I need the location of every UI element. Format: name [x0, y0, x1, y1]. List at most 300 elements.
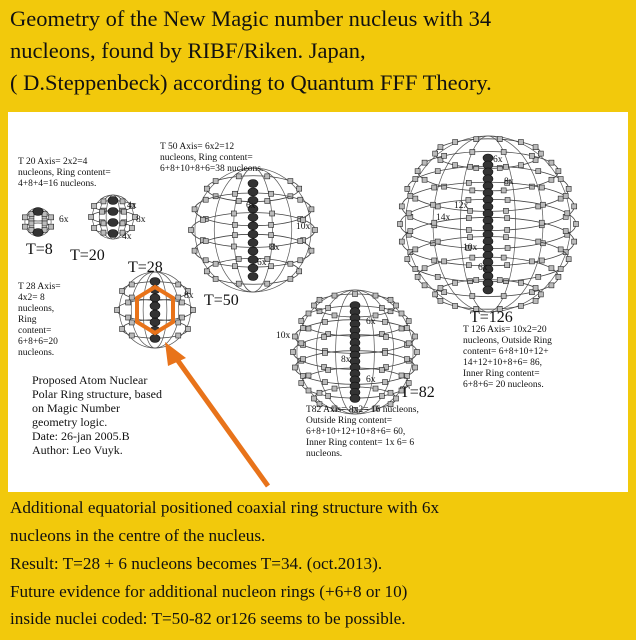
t82-nucleon: [394, 396, 399, 401]
t126-nucleon: [539, 185, 544, 190]
mult-label: 14x: [436, 213, 451, 223]
t82-nucleon: [299, 341, 304, 346]
t126-nucleon: [435, 239, 440, 244]
t126-nucleon: [470, 294, 475, 299]
t28-nucleon: [120, 289, 125, 294]
mult-label: 6x: [493, 155, 503, 165]
mult-label: 6x: [366, 317, 376, 327]
t82-nucleon: [306, 373, 311, 378]
t82-caption-line: nucleons.: [306, 449, 343, 459]
t82-nucleon: [292, 365, 297, 370]
t82-nucleon: [332, 293, 337, 298]
t82-nucleon: [332, 313, 337, 318]
t50-nucleon: [288, 179, 293, 184]
t126-nucleon: [474, 277, 479, 282]
t28-nucleon: [176, 333, 181, 338]
t126-nucleon: [399, 239, 404, 244]
t126-nucleon: [422, 283, 427, 288]
t50-nucleon: [288, 276, 293, 281]
t126-nucleon: [408, 193, 413, 198]
t20-caption-line: nucleons, Ring content=: [18, 168, 111, 178]
t20-nucleon: [120, 199, 125, 204]
footer-line-2: nucleons in the centre of the nucleus.: [10, 526, 266, 545]
t126-nucleon: [505, 246, 510, 251]
t20-nucleon: [89, 215, 94, 220]
t126-nucleon: [466, 227, 471, 232]
t82-axis-nucleon: [350, 395, 360, 403]
t82-nucleon: [326, 367, 331, 372]
mult-label: 6x: [246, 201, 256, 211]
t126-nucleon: [466, 180, 471, 185]
t126-nucleon: [432, 185, 437, 190]
t126-nucleon: [422, 266, 427, 271]
t126-nucleon: [549, 266, 554, 271]
t20-nucleon: [120, 221, 125, 226]
t126-caption-line: Inner Ring content=: [463, 369, 540, 379]
t126-nucleon: [533, 285, 538, 290]
t28-nucleon: [129, 320, 134, 325]
t28-caption-line: 6+8+6=20: [18, 337, 58, 347]
t126-nucleon: [405, 257, 410, 262]
t82-nucleon: [322, 334, 327, 339]
t28-axis-nucleon: [150, 335, 160, 343]
t126-nucleon: [413, 247, 418, 252]
footer-line-4: Future evidence for additional nucleon rings (+6+8 or 10): [10, 582, 408, 601]
t50-nucleon: [298, 239, 303, 244]
header-line-1: Geometry of the New Magic number nucleus with 34: [10, 6, 492, 31]
t82-nucleon: [404, 357, 409, 362]
t126-nucleon: [408, 229, 413, 234]
t126-nucleon: [536, 239, 541, 244]
t28-caption-line: content=: [18, 326, 52, 336]
t82-nucleon: [404, 326, 409, 331]
t126-nucleon: [540, 202, 545, 207]
t82-nucleon: [394, 303, 399, 308]
t8-nucleon: [49, 224, 54, 229]
t126-nucleon: [529, 153, 534, 158]
t82-nucleon: [415, 350, 420, 355]
t126-nucleon: [497, 137, 502, 142]
t126-nucleon: [442, 153, 447, 158]
t126-nucleon: [453, 303, 458, 308]
t126-nucleon: [453, 163, 458, 168]
t28-nucleon: [129, 333, 134, 338]
t50-nucleon: [269, 191, 274, 196]
t82-nucleon: [383, 350, 388, 355]
t50-nucleon: [236, 257, 241, 262]
mult-label: 8x: [341, 355, 351, 365]
t126-nucleon: [565, 211, 570, 216]
t126-nucleon: [518, 163, 523, 168]
t82-nucleon: [326, 305, 331, 310]
t8-nucleon: [22, 215, 27, 220]
t82-nucleon: [322, 319, 327, 324]
t126-nucleon: [558, 177, 563, 182]
t126-nucleon: [435, 204, 440, 209]
t20-axis-nucleon: [108, 230, 118, 238]
t126-nucleon: [503, 235, 508, 240]
t82-caption-line: 6+8+10+12+10+8+6= 60,: [306, 427, 406, 437]
t50-nucleon: [297, 269, 302, 274]
t126-nucleon: [474, 137, 479, 142]
t82-nucleon: [379, 367, 384, 372]
t126-nucleon: [574, 222, 579, 227]
t126-nucleon: [505, 216, 510, 221]
t126-caption-line: content= 6+8+10+12+: [463, 347, 549, 357]
label-t8: T=8: [26, 241, 53, 258]
t50-nucleon: [192, 207, 197, 212]
t126-nucleon: [549, 177, 554, 182]
t82-nucleon: [317, 390, 322, 395]
t126-nucleon: [468, 208, 473, 213]
t126-nucleon: [572, 204, 577, 209]
t50-nucleon: [265, 281, 270, 286]
t126-nucleon: [453, 280, 458, 285]
t82-nucleon: [301, 357, 306, 362]
t28-axis-nucleon: [150, 310, 160, 318]
t50-nucleon: [236, 174, 241, 179]
t50-nucleon: [189, 228, 194, 233]
mult-label: 8x: [184, 291, 194, 301]
t126-nucleon: [422, 160, 427, 165]
t50-nucleon: [200, 217, 205, 222]
t50-nucleon: [288, 261, 293, 266]
t8-nucleon: [42, 221, 47, 226]
highlight-arrow-shaft: [176, 358, 268, 486]
mult-label: 8x: [504, 177, 514, 187]
t126-nucleon: [505, 263, 510, 268]
t126-nucleon: [536, 204, 541, 209]
t50-nucleon: [203, 239, 208, 244]
t126-nucleon: [518, 140, 523, 145]
t126-nucleon: [558, 266, 563, 271]
t50-axis-nucleon: [248, 239, 258, 247]
t20-nucleon: [100, 209, 105, 214]
t126-nucleon: [435, 169, 440, 174]
t20-axis-nucleon: [108, 219, 118, 227]
t28-caption-line: 4x2= 8: [18, 293, 45, 303]
t50-nucleon: [270, 211, 275, 216]
t8-axis-nucleon: [33, 229, 43, 237]
t126-nucleon: [413, 266, 418, 271]
mult-label: 6x: [478, 263, 488, 273]
t126-caption-line: nucleons, Outside Ring: [463, 336, 552, 346]
t82-nucleon: [373, 386, 378, 391]
t126-nucleon: [536, 274, 541, 279]
nucleus-diagram: [8, 112, 628, 492]
diagram-panel: [8, 112, 628, 492]
mult-label: 10x: [463, 243, 478, 253]
t126-nucleon: [538, 151, 543, 156]
t50-caption-line: T 50 Axis= 6x2=12: [160, 142, 235, 152]
t50-nucleon: [232, 191, 237, 196]
t28-nucleon: [191, 308, 196, 313]
t20-caption-line: T 20 Axis= 2x2=4: [18, 157, 88, 167]
t50-nucleon: [297, 186, 302, 191]
mult-label: 4x: [122, 232, 132, 242]
t126-nucleon: [405, 186, 410, 191]
t126-nucleon: [549, 283, 554, 288]
t126-nucleon: [518, 303, 523, 308]
proposal-line: Date: 26-jan 2005.B: [32, 429, 130, 443]
mult-label: 12x: [454, 201, 469, 211]
t50-axis-nucleon: [248, 188, 258, 196]
t126-nucleon: [415, 274, 420, 279]
t82-nucleon: [301, 326, 306, 331]
t28-caption-line: Ring: [18, 315, 37, 325]
t82-nucleon: [322, 380, 327, 385]
t126-nucleon: [442, 184, 447, 189]
t126-nucleon: [432, 258, 437, 263]
t50-nucleon: [298, 258, 303, 263]
header-caption: [0, 0, 636, 112]
t20-nucleon: [130, 226, 135, 231]
t126-nucleon: [438, 285, 443, 290]
mult-label: 8x: [136, 215, 146, 225]
t50-nucleon: [232, 233, 237, 238]
t50-nucleon: [203, 258, 208, 263]
t82-nucleon: [413, 334, 418, 339]
t82-nucleon: [311, 396, 316, 401]
t82-nucleon: [353, 292, 358, 297]
t126-nucleon: [529, 184, 534, 189]
t28-caption-line: nucleons.: [18, 348, 55, 358]
t126-nucleon: [497, 277, 502, 282]
t8-nucleon: [29, 221, 34, 226]
t126-nucleon: [413, 177, 418, 182]
t126-nucleon: [501, 294, 506, 299]
t82-nucleon: [326, 394, 331, 399]
t126-nucleon: [468, 279, 473, 284]
t126-nucleon: [556, 169, 561, 174]
t126-nucleon: [563, 250, 568, 255]
t126-caption-line: 6+8+6= 20 nucleons.: [463, 380, 544, 390]
t28-nucleon: [129, 295, 134, 300]
t50-nucleon: [265, 198, 270, 203]
t28-nucleon: [129, 282, 134, 287]
t126-nucleon: [501, 188, 506, 193]
t126-nucleon: [503, 208, 508, 213]
mult-label: 6x: [366, 375, 376, 385]
t126-nucleon: [433, 151, 438, 156]
t126-nucleon: [435, 274, 440, 279]
t8-nucleon: [49, 215, 54, 220]
t126-nucleon: [572, 239, 577, 244]
t50-nucleon: [232, 222, 237, 227]
t50-caption-line: 6+8+10+8+6=38 nucleons.: [160, 164, 264, 174]
t82-nucleon: [399, 311, 404, 316]
t126-caption-line: 14+12+10+8+6= 86,: [463, 358, 543, 368]
t50-axis-nucleon: [248, 213, 258, 221]
t50-nucleon: [232, 264, 237, 269]
t82-nucleon: [299, 319, 304, 324]
t28-nucleon: [185, 327, 190, 332]
t126-nucleon: [566, 257, 571, 262]
t50-nucleon: [231, 211, 236, 216]
t126-nucleon: [413, 196, 418, 201]
t126-nucleon: [422, 177, 427, 182]
t82-nucleon: [406, 341, 411, 346]
t126-nucleon: [453, 140, 458, 145]
t50-axis-nucleon: [248, 273, 258, 281]
t82-nucleon: [379, 394, 384, 399]
t126-axis-nucleon: [483, 286, 493, 294]
t50-nucleon: [192, 248, 197, 253]
t28-nucleon: [179, 315, 184, 320]
t126-nucleon: [536, 169, 541, 174]
t20-nucleon: [91, 204, 96, 209]
t28-axis-nucleon: [150, 318, 160, 326]
proposal-line: on Magic Number: [32, 401, 120, 415]
t82-nucleon: [322, 350, 327, 355]
t82-caption-line: T82 Axis= 8x2= 16 nucleons,: [306, 405, 419, 415]
t126-nucleon: [438, 298, 443, 303]
t50-nucleon: [204, 186, 209, 191]
t126-nucleon: [518, 280, 523, 285]
mult-label: 6x: [257, 258, 267, 268]
t28-caption-line: nucleons,: [18, 304, 55, 314]
t126-nucleon: [408, 250, 413, 255]
t82-nucleon: [379, 305, 384, 310]
t126-nucleon: [431, 202, 436, 207]
t50-axis-nucleon: [248, 222, 258, 230]
t82-nucleon: [388, 390, 393, 395]
t126-nucleon: [533, 145, 538, 150]
t20-nucleon: [101, 230, 106, 235]
t20-axis-nucleon: [108, 197, 118, 205]
mult-label: 8x: [270, 243, 280, 253]
t126-nucleon: [468, 235, 473, 240]
t82-nucleon: [383, 380, 388, 385]
t28-nucleon: [115, 308, 120, 313]
footer-line-5: inside nuclei coded: T=50-82 or126 seems to be possible.: [10, 609, 406, 628]
t82-nucleon: [306, 311, 311, 316]
t50-nucleon: [236, 281, 241, 286]
t126-nucleon: [406, 211, 411, 216]
t126-nucleon: [563, 229, 568, 234]
mult-label: 6x: [59, 215, 69, 225]
proposal-line: Proposed Atom Nuclear: [32, 373, 148, 387]
t126-nucleon: [501, 149, 506, 154]
t82-caption-line: Inner Ring content= 1x 6= 6: [306, 438, 415, 448]
t126-nucleon: [549, 160, 554, 165]
t82-nucleon: [388, 297, 393, 302]
t20-nucleon: [101, 221, 106, 226]
t50-axis-nucleon: [248, 230, 258, 238]
t126-nucleon: [505, 197, 510, 202]
t82-nucleon: [311, 303, 316, 308]
t82-nucleon: [383, 319, 388, 324]
t50-nucleon: [265, 174, 270, 179]
t20-caption-line: 4+8+4=16 nucleons.: [18, 179, 97, 189]
t28-nucleon: [126, 300, 131, 305]
t126-nucleon: [470, 188, 475, 193]
t28-nucleon: [120, 327, 125, 332]
t20-axis-nucleon: [108, 208, 118, 216]
label-t20: T=20: [70, 247, 105, 264]
header-line-3: ( D.Steppenbeck) according to Quantum FFF Theory.: [10, 70, 492, 95]
t50-nucleon: [269, 233, 274, 238]
t50-nucleon: [203, 197, 208, 202]
label-t28: T=28: [128, 259, 163, 276]
t82-nucleon: [413, 365, 418, 370]
t50-axis-nucleon: [248, 180, 258, 188]
t126-nucleon: [399, 204, 404, 209]
label-t82: T=82: [400, 384, 435, 401]
t82-nucleon: [291, 350, 296, 355]
footer-caption: [0, 492, 636, 640]
t28-axis-nucleon: [150, 302, 160, 310]
t8-axis-nucleon: [33, 208, 43, 216]
t8-nucleon: [22, 224, 27, 229]
label-t50: T=50: [204, 292, 239, 309]
t126-nucleon: [558, 247, 563, 252]
t50-nucleon: [309, 207, 314, 212]
t82-nucleon: [317, 297, 322, 302]
t28-nucleon: [126, 315, 131, 320]
t50-nucleon: [213, 276, 218, 281]
t28-axis-nucleon: [150, 278, 160, 286]
t126-nucleon: [398, 222, 403, 227]
t50-nucleon: [269, 222, 274, 227]
t50-nucleon: [236, 198, 241, 203]
t50-nucleon: [204, 269, 209, 274]
footer-line-1: Additional equatorial positioned coaxial ring structure with 6x: [10, 498, 440, 517]
t20-nucleon: [91, 226, 96, 231]
t50-nucleon: [231, 244, 236, 249]
t50-nucleon: [309, 248, 314, 253]
t126-nucleon: [503, 164, 508, 169]
t50-nucleon: [213, 261, 218, 266]
t82-nucleon: [299, 381, 304, 386]
t126-nucleon: [470, 149, 475, 154]
mult-label: 10x: [276, 331, 291, 341]
label-t126: T=126: [470, 309, 513, 326]
proposal-line: Polar Ring structure, based: [32, 387, 162, 401]
t126-caption-line: T 126 Axis= 10x2=20: [463, 325, 547, 335]
t20-nucleon: [122, 209, 127, 214]
t28-caption-line: T 28 Axis=: [18, 282, 61, 292]
t50-caption-line: nucleons, Ring content=: [160, 153, 253, 163]
t20-nucleon: [101, 199, 106, 204]
header-line-2: nucleons, found by RIBF/Riken. Japan,: [10, 38, 366, 63]
mult-label: 10x: [296, 222, 311, 232]
t126-nucleon: [466, 263, 471, 268]
t82-caption-line: Outside Ring content=: [306, 416, 393, 426]
t82-nucleon: [399, 373, 404, 378]
t50-nucleon: [269, 264, 274, 269]
t82-nucleon: [384, 334, 389, 339]
mult-label: 4x: [127, 201, 137, 211]
t126-nucleon: [529, 259, 534, 264]
t50-nucleon: [213, 179, 218, 184]
t126-nucleon: [433, 292, 438, 297]
t126-nucleon: [539, 258, 544, 263]
t82-nucleon: [292, 334, 297, 339]
t126-nucleon: [538, 292, 543, 297]
t126-nucleon: [556, 274, 561, 279]
t28-nucleon: [176, 282, 181, 287]
t82-nucleon: [306, 388, 311, 393]
highlight-arrow-head: [165, 342, 186, 366]
t126-nucleon: [558, 196, 563, 201]
t50-nucleon: [313, 228, 318, 233]
t126-nucleon: [468, 164, 473, 169]
t126-nucleon: [533, 298, 538, 303]
t126-nucleon: [563, 193, 568, 198]
proposal-line: geometry logic.: [32, 415, 108, 429]
footer-line-3: Result: T=28 + 6 nucleons becomes T=34. (oct.2013).: [10, 554, 383, 573]
